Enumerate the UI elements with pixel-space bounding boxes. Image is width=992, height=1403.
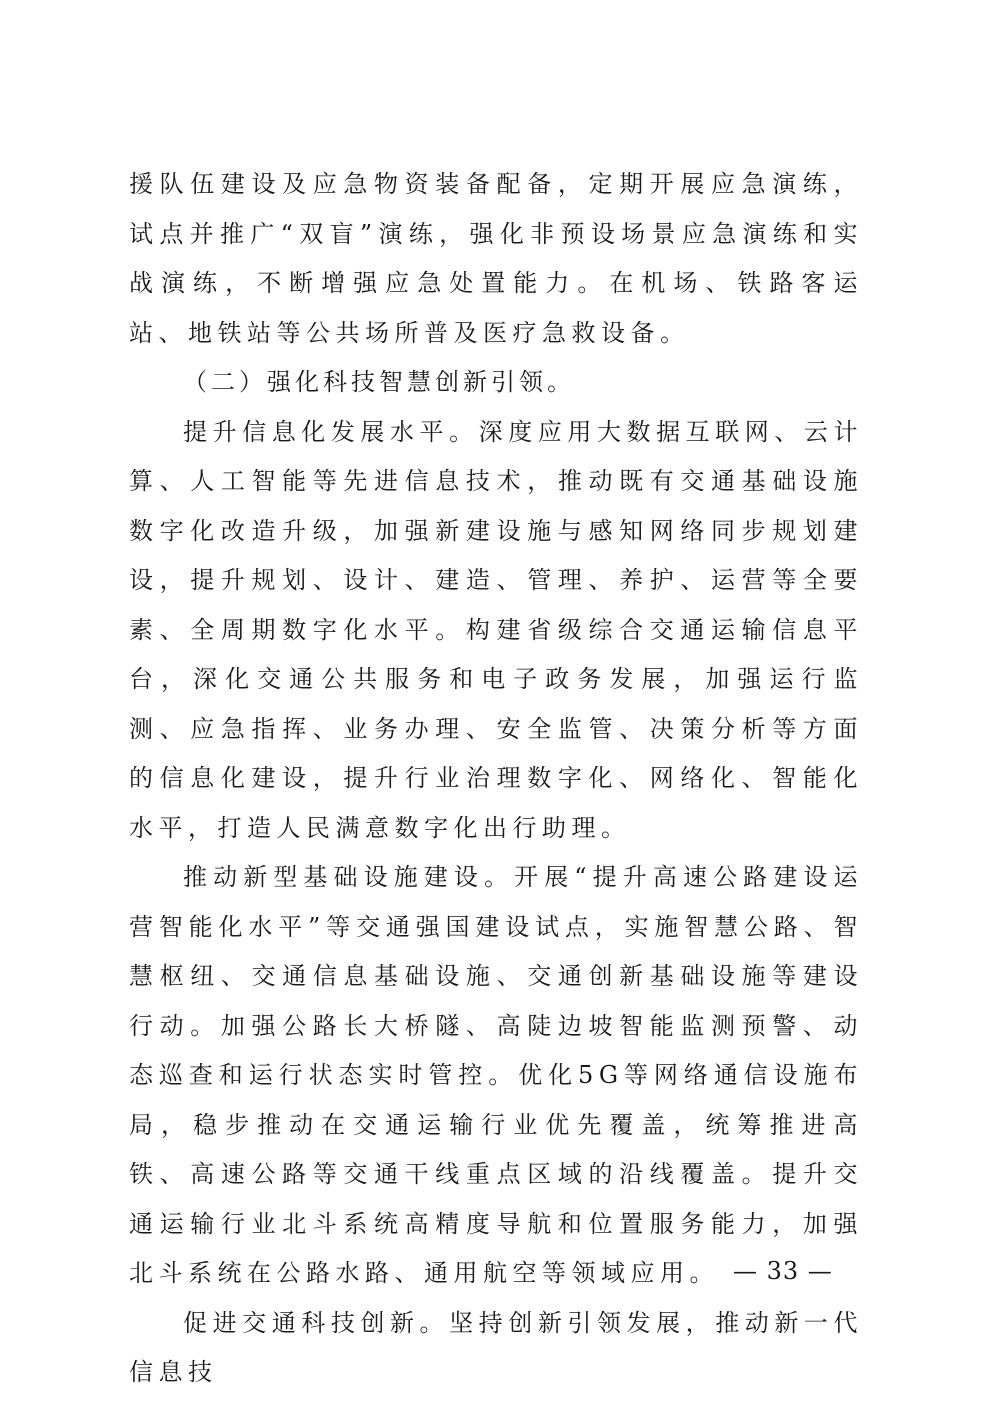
page-number: — 33 — bbox=[733, 1257, 833, 1285]
section-heading: （二）强化科技智慧创新引领。 bbox=[183, 368, 575, 396]
paragraph-new-infrastructure: 推动新型基础设施建设。开展“提升高速公路建设运营智能化水平”等交通强国建设试点，实施智慧公路、智慧枢纽、交通信息基础设施、交通创新基础设施等建设行动。加强公路长大桥隧、高陡边坡智能监测预警、动态巡查和运行状态实时管控。优化5G等网络通信设施布局，稳步推动在交通运输行业优先覆盖，统筹推进高铁、高速公路等交通干线重点区域的沿线覆盖。提升交通运输行业北斗系统高精度导航和位置服务能力，加强北斗系统在公路水路、通用航空等领域应用。 bbox=[129, 863, 863, 1287]
paragraph-tech-innovation: 促进交通科技创新。坚持创新引领发展，推动新一代信息技 bbox=[129, 1308, 863, 1386]
paragraph-informatization: 提升信息化发展水平。深度应用大数据互联网、云计算、人工智能等先进信息技术，推动既有交通基础设施数字化改造升级，加强新建设施与感知网络同步规划建设，提升规划、设计、建造、管理、养护、运营等全要素、全周期数字化水平。构建省级综合交通运输信息平台，深化交通公共服务和电子政务发展，加强运行监测、应急指挥、业务办理、安全监管、决策分析等方面的信息化建设，提升行业治理数字化、网络化、智能化水平，打造人民满意数字化出行助理。 bbox=[129, 417, 863, 842]
paragraph-continuation: 援队伍建设及应急物资装备配备，定期开展应急演练，试点并推广“双盲”演练，强化非预设场景应急演练和实战演练，不断增强应急处置能力。在机场、铁路客运站、地铁站等公共场所普及医疗急救设备。 bbox=[129, 170, 863, 347]
document-body bbox=[129, 160, 863, 1398]
